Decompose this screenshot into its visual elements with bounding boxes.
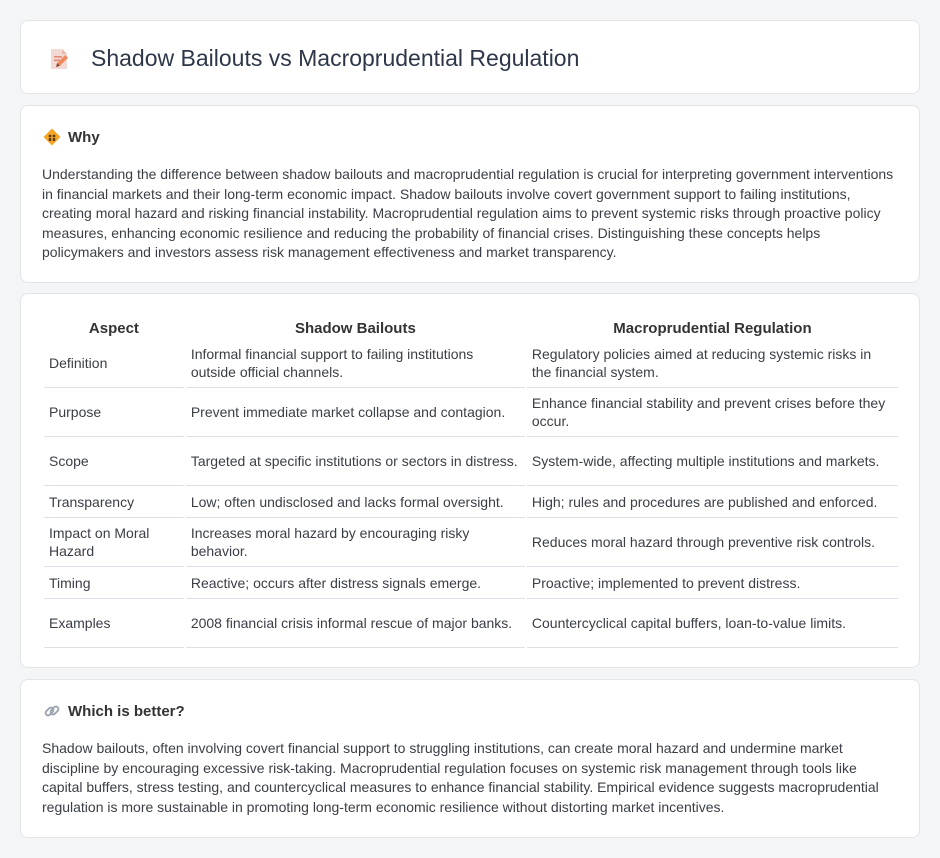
macro-cell: System-wide, affecting multiple institutions and markets. bbox=[527, 439, 898, 486]
header-macroprudential: Macroprudential Regulation bbox=[613, 319, 812, 337]
better-heading-row bbox=[43, 702, 185, 720]
aspect-cell: Examples bbox=[44, 601, 184, 648]
macro-cell: Proactive; implemented to prevent distress. bbox=[527, 569, 898, 599]
page-title: Shadow Bailouts vs Macroprudential Regulation bbox=[91, 45, 580, 71]
shadow-cell: Prevent immediate market collapse and contagion. bbox=[186, 390, 525, 437]
aspect-cell: Scope bbox=[44, 439, 184, 486]
macro-cell: Countercyclical capital buffers, loan-to-value limits. bbox=[527, 601, 898, 648]
table-header-row bbox=[44, 317, 898, 339]
why-heading-row bbox=[43, 128, 100, 146]
document-edit-icon bbox=[47, 47, 71, 71]
aspect-cell: Transparency bbox=[44, 488, 184, 518]
header-aspect: Aspect bbox=[88, 319, 139, 337]
header-shadow-bailouts: Shadow Bailouts bbox=[294, 319, 416, 337]
title-row bbox=[47, 45, 579, 72]
table-row bbox=[44, 341, 898, 388]
aspect-cell: Timing bbox=[44, 569, 184, 599]
better-text: Shadow bailouts, often involving covert financial support to struggling institutions, can create moral hazard and undermine market discipline by encouraging excessive risk-taking. Macroprudential regulation focuses on systemic risk management through tools like capital buffers, stress testing, and countercyclical measures to enhance financial stability. Empirical evidence suggests macroprudential regulation is more sustainable in promoting long-term economic resilience without distorting market incentives. bbox=[42, 740, 879, 815]
diamond-people-icon bbox=[43, 128, 61, 146]
aspect-cell: Impact on Moral Hazard bbox=[44, 520, 184, 567]
macro-cell: Enhance financial stability and prevent crises before they occur. bbox=[527, 390, 898, 437]
shadow-cell: Informal financial support to failing institutions outside official channels. bbox=[186, 341, 525, 388]
shadow-cell: Increases moral hazard by encouraging risky behavior. bbox=[186, 520, 525, 567]
comparison-card bbox=[20, 293, 920, 668]
which-better-card bbox=[20, 679, 920, 838]
aspect-cell: Definition bbox=[44, 341, 184, 388]
table-row bbox=[44, 569, 898, 599]
shadow-cell: Low; often undisclosed and lacks formal oversight. bbox=[186, 488, 525, 518]
title-card bbox=[20, 20, 920, 94]
shadow-cell: 2008 financial crisis informal rescue of major banks. bbox=[186, 601, 525, 648]
table-row bbox=[44, 601, 898, 648]
link-icon bbox=[43, 702, 61, 720]
aspect-cell: Purpose bbox=[44, 390, 184, 437]
macro-cell: Regulatory policies aimed at reducing systemic risks in the financial system. bbox=[527, 341, 898, 388]
better-heading: Which is better? bbox=[68, 702, 185, 720]
macro-cell: Reduces moral hazard through preventive risk controls. bbox=[527, 520, 898, 567]
table-row bbox=[44, 520, 898, 567]
comparison-table bbox=[42, 315, 900, 650]
shadow-cell: Reactive; occurs after distress signals emerge. bbox=[186, 569, 525, 599]
shadow-cell: Targeted at specific institutions or sectors in distress. bbox=[186, 439, 525, 486]
why-heading: Why bbox=[68, 128, 100, 146]
macro-cell: High; rules and procedures are published and enforced. bbox=[527, 488, 898, 518]
table-row bbox=[44, 439, 898, 486]
why-card bbox=[20, 105, 920, 283]
table-row bbox=[44, 390, 898, 437]
why-text: Understanding the difference between shadow bailouts and macroprudential regulation is crucial for interpreting government interventions in financial markets and their long-term economic impact. Shadow bailouts involve covert government support to failing institutions, creating moral hazard and risking financial instability. Macroprudential regulation aims to prevent systemic risks through proactive policy measures, enhancing economic resilience and reducing the probability of financial crises. Distinguishing these concepts helps policymakers and investors assess risk management effectiveness and market transparency. bbox=[42, 166, 894, 261]
table-row bbox=[44, 488, 898, 518]
